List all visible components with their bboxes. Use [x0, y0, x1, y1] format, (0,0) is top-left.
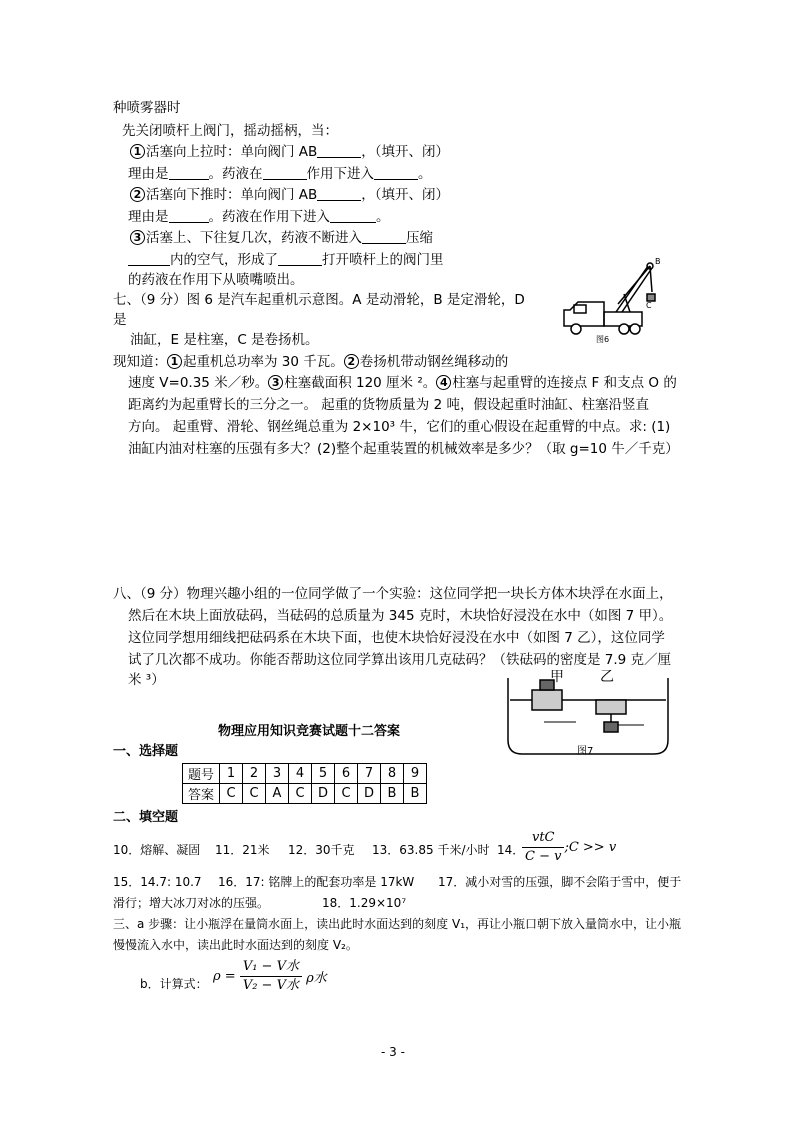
answer-18: 18．1.29×10⁷: [322, 896, 407, 910]
wheel: [630, 324, 640, 334]
q7-line-4-b: 起重机总功率为 30 千瓦。: [183, 354, 344, 370]
answer-blank: [317, 186, 361, 201]
table-row: [183, 784, 427, 804]
table-cell: C: [243, 784, 266, 804]
circled-number-3: 3: [268, 375, 283, 390]
label-jia: 甲: [550, 670, 564, 685]
q6-line-5-c: 。: [376, 209, 390, 225]
calc-label: b．计算式：: [140, 977, 208, 991]
answer-14-label: 14．: [497, 843, 525, 857]
q6-line-4-b: ，（填开、闭）: [361, 187, 450, 203]
wood-block-yi: [596, 700, 626, 714]
answer-table: [182, 763, 427, 804]
table-cell: D: [312, 784, 335, 804]
table-cell: 3: [266, 764, 289, 784]
q7-line-3: 油缸，E 是柱塞，C 是卷扬机。: [130, 332, 319, 348]
boom-truss: [618, 266, 650, 304]
q6-line-0: 种喷雾器时: [113, 100, 181, 116]
wheel: [619, 324, 629, 334]
circled-number-1: 1: [130, 144, 145, 159]
q6-line-3-a: 理由是: [128, 166, 169, 182]
table-cell: 1: [220, 764, 243, 784]
answer-13: 13．63.85 千米/小时: [372, 843, 490, 857]
answer-blank: [278, 251, 322, 266]
answer-17-cont: 滑行；增大冰刀对冰的压强。: [113, 896, 270, 910]
q6-line-8: 的药液在作用下从喷嘴喷出。: [128, 272, 304, 288]
label-c: C: [646, 301, 652, 310]
section-three-line-1: 三、a 步骤：让小瓶浮在量筒水面上，读出此时水面达到的刻度 V₁，再让小瓶口朝下放入量筒水中，让小瓶: [113, 917, 682, 931]
table-cell: A: [266, 784, 289, 804]
circled-number-4: 4: [436, 375, 451, 390]
answer-12: 12．30千克: [288, 843, 355, 857]
q7-line-4-a: 现知道：: [113, 354, 167, 370]
table-cell: 答案: [183, 784, 220, 804]
q8-line-3: 这位同学想用细线把砝码系在木块下面，也使木块恰好浸没在水中（如图 7 乙），这位同学: [128, 630, 665, 646]
q8-line-2: 然后在木块上面放砝码，当砝码的总质量为 345 克时，木块恰好浸没在水中（如图 7 甲）。: [128, 608, 673, 624]
q7-line-8: 油缸内油对柱塞的压强有多大？(2)整个起重装置的机械效率是多少？（取 g=10 牛／千克）: [128, 441, 679, 457]
table-cell: 4: [289, 764, 312, 784]
answer-blank: [169, 165, 209, 180]
section-fill-heading: 二、填空题: [113, 810, 179, 825]
table-cell: 9: [404, 764, 427, 784]
fraction: [240, 958, 302, 995]
q6-line-7: [128, 250, 444, 270]
answer-16: 16．17: 铭牌上的配套功率是 17kW: [218, 875, 415, 889]
q7-line-4: [113, 352, 508, 372]
load-weight: [647, 294, 655, 301]
beaker-figure: [504, 670, 674, 760]
answer-blank: [362, 229, 406, 244]
q6-line-2: [130, 142, 449, 162]
answer-14-tail: ;C >> v: [564, 840, 617, 855]
table-cell: 7: [358, 764, 381, 784]
table-row: [183, 764, 427, 784]
q8-line-5: 米 ³）: [128, 672, 165, 688]
cab-window: [574, 305, 586, 313]
answer-blank: [330, 208, 376, 223]
table-cell: 8: [381, 764, 404, 784]
q6-line-6-b: 压缩: [406, 230, 433, 246]
answer-blank: [169, 208, 209, 223]
wheel: [571, 324, 581, 334]
q7-line-7: 方向。 起重臂、滑轮、钢丝绳总重为 2×10³ 牛，它们的重心假设在起重臂的中点。求: (1): [128, 419, 671, 435]
answer-blank: [263, 165, 307, 180]
table-cell: 题号: [183, 764, 220, 784]
q7-line-5-b: 柱塞截面积 120 厘米 ²。: [284, 375, 437, 391]
answer-blank: [317, 143, 361, 158]
wood-block-jia: [532, 690, 562, 710]
q8-line-4: 试了几次都不成功。你能否帮助这位同学算出该用几克砝码？（铁砝码的密度是 7.9 克／厘: [128, 652, 672, 668]
q6-line-3-b: 。药液在: [208, 166, 263, 182]
figure-caption: 图7: [577, 746, 594, 757]
q7-line-5: [128, 373, 677, 393]
section-three-line-2: 慢慢流入水中，读出此时水面达到的刻度 V₂。: [113, 938, 358, 952]
answer-14-formula: [522, 829, 616, 866]
q6-line-5-a: 理由是: [128, 209, 169, 225]
answer-15: 15．14.7: 10.7: [113, 875, 202, 889]
table-cell: 5: [312, 764, 335, 784]
q6-line-4-a: 活塞向下推时：单向阀门 AB: [146, 187, 318, 203]
answer-blank: [128, 251, 170, 266]
page-number: - 3 -: [381, 1045, 405, 1059]
table-cell: C: [220, 784, 243, 804]
q6-line-3-c: 作用下进入: [306, 166, 374, 182]
crane-boom: [616, 266, 648, 312]
answers-title: 物理应用知识竞赛试题十二答案: [218, 724, 401, 739]
crane-truck-figure: [560, 254, 672, 344]
table-cell: B: [381, 784, 404, 804]
table-cell: 6: [335, 764, 358, 784]
circled-number-2: 2: [344, 354, 359, 369]
circled-number-1: 1: [167, 354, 182, 369]
q7-line-5-c: 柱塞与起重臂的连接点 F 和支点 O 的: [452, 375, 677, 391]
q6-line-5: [128, 207, 390, 227]
answer-blank: [374, 165, 418, 180]
answer-17: 17．减小对雪的压强，脚不会陷于雪中，便于: [438, 875, 682, 889]
answer-11: 11．21米: [215, 843, 270, 857]
q6-line-1: 先关闭喷杆上阀门，摇动摇柄，当：: [122, 123, 338, 139]
fraction-numerator: V₁ − V水: [240, 958, 302, 977]
table-cell: C: [289, 784, 312, 804]
q6-line-6-a: 活塞上、下往复几次，药液不断进入: [146, 230, 362, 246]
fraction-denominator: V₂ − V水: [242, 978, 299, 993]
weight-yi: [604, 722, 618, 732]
table-cell: 2: [243, 764, 266, 784]
fraction-denominator: C − v: [525, 849, 562, 864]
q6-line-2-a: 活塞向上拉时：单向阀门 AB: [146, 144, 318, 160]
q6-line-7-a: 内的空气，形成了: [170, 252, 278, 268]
fraction: [522, 829, 564, 866]
section-choice-heading: 一、选择题: [113, 744, 179, 759]
q6-line-4: [130, 185, 449, 205]
q8-line-1: 八、（9 分）物理兴趣小组的一位同学做了一个实验：这位同学把一块长方体木块浮在水面上，: [113, 586, 673, 602]
q6-line-3: [128, 164, 432, 184]
label-yi: 乙: [600, 670, 614, 685]
q7-line-6: 距离约为起重臂长的三分之一。 起重的货物质量为 2 吨，假设起重时油缸、柱塞沿竖直: [128, 397, 649, 413]
rho-symbol: ρ =: [213, 969, 236, 984]
q7-line-2: 是: [113, 312, 127, 328]
q6-line-7-b: 打开喷杆上的阀门里: [322, 252, 444, 268]
figure-caption: 图6: [596, 335, 610, 344]
q6-line-3-d: 。: [418, 166, 432, 182]
q6-line-2-b: ，（填开、闭）: [361, 144, 450, 160]
table-cell: D: [358, 784, 381, 804]
q7-line-4-c: 卷扬机带动钢丝绳移动的: [359, 354, 509, 370]
table-cell: B: [404, 784, 427, 804]
circled-number-3: 3: [130, 230, 145, 245]
answer-10: 10．熔解、凝固: [113, 843, 201, 857]
label-b: B: [655, 257, 661, 266]
density-formula: [213, 958, 327, 995]
circled-number-2: 2: [130, 187, 145, 202]
fraction-numerator: vtC: [522, 829, 564, 848]
q6-line-6: [130, 228, 433, 248]
wire-rope: [650, 266, 652, 292]
q6-line-5-b: 。药液在作用下进入: [208, 209, 330, 225]
rho-water-symbol: ρ水: [306, 971, 327, 986]
q7-line-1: 七、（9 分）图 6 是汽车起重机示意图。A 是动滑轮，B 是定滑轮，D: [113, 292, 525, 308]
table-cell: C: [335, 784, 358, 804]
q7-line-5-a: 速度 V=0.35 米／秒。: [128, 375, 269, 391]
